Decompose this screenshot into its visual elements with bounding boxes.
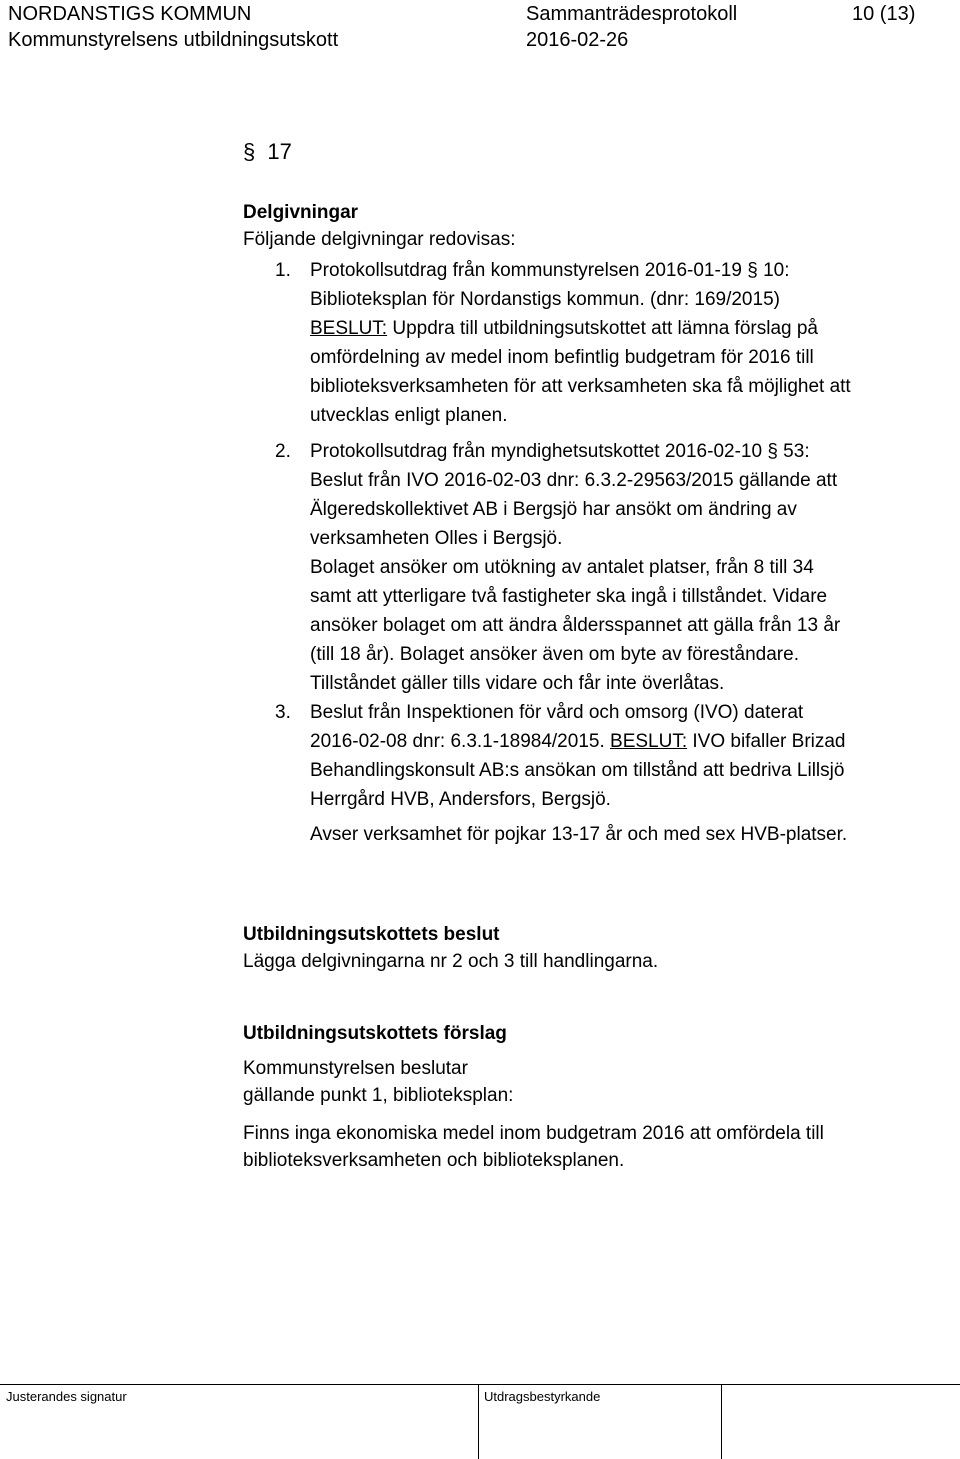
proposal-line: biblioteksverksamheten och biblioteksplanen. [243,1150,625,1171]
meeting-date: 2016-02-26 [526,29,629,51]
signature-label: Justerandes signatur [6,1389,127,1404]
list-item-line [310,285,780,314]
footer-column-divider [721,1384,722,1459]
footer-divider [0,1384,960,1385]
list-item-line [310,727,846,756]
section-title: Delgivningar [243,202,359,223]
section-intro: Följande delgivningar redovisas: [243,229,516,250]
text-segment: Behandlingskonsult AB:s ansökan om tillstånd att bedriva Lillsjö [310,760,845,781]
text-segment: biblioteksverksamheten för att verksamheten ska få möjlighet att [310,376,851,397]
list-item-line [310,820,847,849]
text-segment: Tillståndet gäller tills vidare och får inte överlåtas. [310,673,725,694]
page-number: 10 (13) [852,3,916,25]
list-item-line [310,401,508,430]
paragraph-symbol: § [243,139,256,164]
text-segment: Uppdra till utbildningsutskottet att lämna förslag på [387,318,818,339]
organization-name: NORDANSTIGS KOMMUN [8,3,252,25]
list-item-line [310,495,797,524]
text-segment: Avser verksamhet för pojkar 13-17 år och med sex HVB-platser. [310,824,848,845]
proposal-line: Finns inga ekonomiska medel inom budgetram 2016 att omfördela till [243,1123,824,1144]
list-item-number: 1. [275,260,291,281]
text-segment: ansöker bolaget om att ändra åldersspannet att gälla från 13 år [310,615,841,636]
text-segment: Biblioteksplan för Nordanstigs kommun. (dnr: 169/2015) [310,289,780,310]
list-item-line [310,256,790,285]
text-segment: omfördelning av medel inom befintlig budgetram för 2016 till [310,347,814,368]
text-segment: Älgeredskollektivet AB i Bergsjö har ansökt om ändring av [310,499,797,520]
list-item-number: 2. [275,441,291,462]
text-segment: Herrgård HVB, Andersfors, Bergsjö. [310,789,611,810]
text-segment: samt att ytterligare två fastigheter ska ingå i tillståndet. Vidare [310,586,828,607]
list-item-line [310,372,851,401]
paragraph-symbol: § [767,441,778,462]
list-item-line [310,343,814,372]
list-item-line [310,698,803,727]
section-number: 17 [267,139,292,164]
decision-text: Lägga delgivningarna nr 2 och 3 till handlingarna. [243,951,659,972]
list-item-line [310,314,818,343]
list-item-line [310,756,844,785]
footer-column-divider [478,1384,479,1459]
certification-label: Utdragsbestyrkande [484,1389,601,1404]
text-segment: Beslut från Inspektionen för vård och omsorg (IVO) daterat [310,702,804,723]
list-item-line [310,524,562,553]
list-item-line [310,669,724,698]
list-item-line [310,553,814,582]
text-segment: 53: [777,441,810,462]
list-item-line [310,437,810,466]
text-segment: utvecklas enligt planen. [310,405,508,426]
list-item-line [310,466,837,495]
decision-heading: Utbildningsutskottets beslut [243,924,500,945]
list-item-line [310,582,827,611]
proposal-heading: Utbildningsutskottets förslag [243,1023,507,1044]
text-segment: Beslut från IVO 2016-02-03 dnr: 6.3.2-29563/2015 gällande att [310,470,838,491]
section-heading [243,138,292,166]
committee-name: Kommunstyrelsens utbildningsutskott [8,29,339,51]
text-segment: verksamheten Olles i Bergsjö. [310,528,563,549]
beslut-label: BESLUT: [310,318,388,339]
proposal-line: Kommunstyrelsen beslutar [243,1058,468,1079]
list-item-number: 3. [275,702,291,723]
proposal-line: gällande punkt 1, biblioteksplan: [243,1085,514,1106]
text-segment: Bolaget ansöker om utökning av antalet platser, från 8 till 34 [310,557,814,578]
list-item-line [310,785,611,814]
paragraph-symbol: § [747,260,758,281]
document-type: Sammanträdesprotokoll [526,3,738,25]
text-segment: Protokollsutdrag från kommunstyrelsen 2016-01-19 [310,260,748,281]
text-segment: 2016-02-08 dnr: 6.3.1-18984/2015. [310,731,611,752]
text-segment: 10: [757,260,790,281]
text-segment: Protokollsutdrag från myndighetsutskottet 2016-02-10 [310,441,768,462]
text-segment: IVO bifaller Brizad [687,731,846,752]
list-item-line [310,640,799,669]
list-item-line [310,611,840,640]
beslut-label: BESLUT: [610,731,688,752]
text-segment: (till 18 år). Bolaget ansöker även om byte av föreståndare. [310,644,799,665]
